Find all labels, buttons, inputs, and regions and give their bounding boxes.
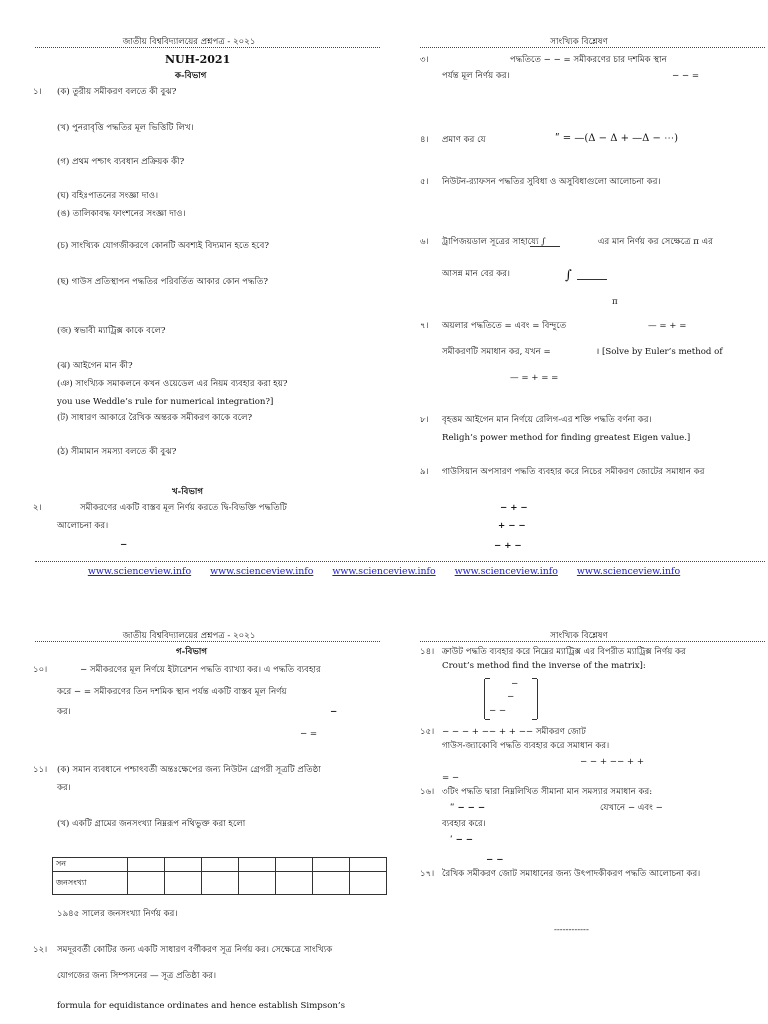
q7-line1a: অয়লার পদ্ধতিতে = এবং = বিন্দুতে bbox=[442, 321, 567, 331]
table-cell bbox=[239, 858, 276, 872]
q6-line1b: এর মান নির্ণয় কর সেক্ষেত্রে π এর bbox=[598, 237, 713, 247]
q1-item-ka: (ক) তুরীয় সমীকরণ বলতে কী বুঝ? bbox=[57, 87, 177, 97]
q10-line3: কর। bbox=[57, 707, 71, 717]
q15-line1: − − − + −− + + −− সমীকরণ জোট bbox=[442, 727, 586, 737]
q1-item-cha: (চ) সাংখ্যিক যোগজীকরণে কোনটি অবশ্যই বিদ্যমান হতে হবে? bbox=[57, 241, 269, 251]
q3-number: ৩। bbox=[420, 55, 429, 65]
q14-matrix bbox=[484, 679, 538, 719]
q10-tail-1: − bbox=[330, 707, 338, 717]
q1-item-ja: (জ) স্বভাবী ম্যাট্রিক্স কাকে বলে? bbox=[57, 326, 166, 336]
page1-right-divider bbox=[420, 47, 765, 48]
q8-line1: বৃহত্তম আইগেন মান নির্ণয়ে রেলিগ-এর শক্তি পদ্ধতি বর্ণনা কর। bbox=[442, 415, 652, 425]
q15-line3: − − + −− + + bbox=[580, 757, 645, 767]
q9-equation-1: − + − bbox=[500, 503, 528, 513]
page2-left-header: জাতীয় বিশ্ববিদ্যালয়ের প্রশ্নপত্র - ২০২১ bbox=[122, 631, 256, 641]
table-cell bbox=[313, 872, 350, 895]
footer-link-4[interactable]: www.scienceview.info bbox=[454, 566, 558, 577]
table-cell bbox=[350, 872, 387, 895]
q11-line2: কর। bbox=[57, 783, 71, 793]
q1-item-nya: (ঞ) সাংখ্যিক সমাকলনে কখন ওয়েডেল এর নিয়ম ব্যবহার করা হয়? bbox=[57, 379, 288, 389]
q2-number: ২। bbox=[33, 503, 42, 513]
footer-link-1[interactable]: www.scienceview.info bbox=[87, 566, 192, 577]
q11-after-table: ১৯৪৫ সালের জনসংখ্যা নির্ণয় কর। bbox=[57, 909, 178, 919]
table-header-population: জনসংখ্যা bbox=[53, 872, 128, 895]
q1-item-chha: (ছ) গাউস প্রতিস্থাপন পদ্ধতির পরিবর্তিত আকার কোন পদ্ধতি? bbox=[57, 277, 268, 287]
page1-left-divider bbox=[35, 47, 380, 48]
section-kha-heading: খ-বিভাগ bbox=[172, 487, 203, 497]
section-ga-heading: গ-বিভাগ bbox=[176, 647, 207, 657]
q7-line3: — = + = = bbox=[510, 373, 559, 383]
q16-line1: ৩টিং পদ্ধতি দ্বারা নিম্নলিখিত সীমানা মান সমস্যার সমাধান কর: bbox=[442, 787, 653, 797]
q2-formula-fragment: − bbox=[120, 540, 128, 550]
q10-line1: − সমীকরণের মূল নির্ণয়ে ইটারেশন পদ্ধতি ব্যাখ্যা কর। এ পদ্ধতি ব্যবহার bbox=[80, 665, 321, 675]
q9-number: ৯। bbox=[420, 467, 429, 477]
q1-item-ga: (গ) প্রথম পশ্চাৎ ব্যবধান প্রক্রিয়ক কী? bbox=[57, 157, 185, 167]
q11-part-kha: (খ) একটি গ্রামের জনসংখ্যা নিম্নরূপ নথিভুক্ত করা হলো bbox=[57, 819, 246, 829]
population-table bbox=[52, 857, 387, 895]
q16-line4: ʹ − − bbox=[450, 835, 473, 845]
q1-item-tha: (ঠ) সীমামান সমস্যা বলতে কী বুঝ? bbox=[57, 447, 177, 457]
q1-number: ১। bbox=[33, 87, 42, 97]
q14-matrix-row-3: − − bbox=[489, 706, 507, 716]
section-ka-heading: ক-বিভাগ bbox=[175, 71, 207, 81]
q11-line1: (ক) সমান ব্যবধানে পশ্চাৎবর্তী অন্তঃক্ষেপের জন্য নিউটন গ্রেগরী সূত্রটি প্রতিষ্ঠা bbox=[57, 765, 321, 775]
table-row-year bbox=[53, 858, 387, 872]
table-cell bbox=[350, 858, 387, 872]
q6-fraction-bar bbox=[530, 246, 560, 247]
q2-line2: আলোচনা কর। bbox=[57, 521, 109, 531]
q14-line2: Crout’s method find the inverse of the matrix]: bbox=[442, 661, 646, 671]
q7-line1b: — = + = bbox=[648, 321, 687, 331]
q1-item-jha: (ঝ) আইগেন মান কী? bbox=[57, 361, 133, 371]
q12-line1: সমদূরবর্তী কোটির জন্য একটি সাধারণ বর্গীকরণ সূত্র নির্ণয় কর। সেক্ষেত্রে সাংখ্যিক bbox=[57, 945, 333, 955]
page1-bottom-divider bbox=[35, 561, 765, 562]
q6-number: ৬। bbox=[420, 237, 429, 247]
table-cell bbox=[165, 872, 202, 895]
q11-number: ১১। bbox=[33, 765, 48, 775]
q6-line1a: ট্রাপিজয়ডাল সূত্রের সাহায্যে ∫ bbox=[442, 237, 546, 247]
page2-right-header: সাংখ্যিক বিশ্লেষণ bbox=[550, 631, 608, 641]
q6-integral-fraction-bar bbox=[577, 279, 607, 280]
q16-line3: ব্যবহার করে। bbox=[442, 819, 486, 829]
q16-line5: − − bbox=[486, 855, 504, 865]
table-cell bbox=[128, 872, 165, 895]
q7-line2a: সমীকরণটি সমাধান কর, যখন = bbox=[442, 347, 551, 357]
page1-left-header: জাতীয় বিশ্ববিদ্যালয়ের প্রশ্নপত্র - ২০২১ bbox=[122, 37, 256, 47]
footer-links bbox=[0, 566, 768, 577]
q1-item-nya-english: you use Weddle’s rule for numerical integration?] bbox=[57, 397, 274, 407]
q14-number: ১৪। bbox=[420, 647, 435, 657]
table-cell bbox=[276, 858, 313, 872]
q14-matrix-row-2: − bbox=[507, 692, 515, 702]
table-cell bbox=[202, 872, 239, 895]
q9-text: গাউসিয়ান অপসারণ পদ্ধতি ব্যবহার করে নিচের সমীকরণ জোটের সমাধান কর bbox=[442, 467, 705, 477]
q14-matrix-row-1: − bbox=[511, 679, 519, 689]
table-cell bbox=[202, 858, 239, 872]
q3-formula-tail: − − = bbox=[672, 71, 700, 81]
q6-pi-label: π bbox=[612, 297, 618, 307]
q10-tail-2: − = bbox=[300, 729, 318, 739]
q8-number: ৮। bbox=[420, 415, 429, 425]
q15-line4: = − bbox=[442, 773, 460, 783]
table-cell bbox=[239, 872, 276, 895]
q4-formula: ʺ = —(Δ − Δ + —Δ − ⋯) bbox=[555, 133, 679, 144]
table-header-year: সন bbox=[53, 858, 128, 872]
q14-line1: ক্রাউট পদ্ধতি ব্যবহার করে নিম্নের ম্যাট্রিক্স এর বিপরীত ম্যাট্রিক্স নির্ণয় কর bbox=[442, 647, 686, 657]
q12-line3: formula for equidistance ordinates and hence establish Simpson’s bbox=[57, 1001, 346, 1011]
table-row-population bbox=[53, 872, 387, 895]
table-cell bbox=[165, 858, 202, 872]
footer-link-5[interactable]: www.scienceview.info bbox=[576, 566, 681, 577]
q17-text: রৈখিক সমীকরণ জোট সমাধানের জন্য উৎপাদকীকরণ পদ্ধতি আলোচনা কর। bbox=[442, 869, 701, 879]
q8-line2: Religh’s power method for finding greatest Eigen value.] bbox=[442, 433, 691, 443]
q6-line2: আসন্ন মান বের কর। bbox=[442, 269, 511, 279]
q2-line1: সমীকরণের একটি বাস্তব মূল নির্ণয় করতে দ্বি-বিভক্তি পদ্ধতিটি bbox=[80, 503, 287, 513]
page2-right-divider bbox=[420, 641, 765, 642]
q12-line2: যোগজের জন্য সিম্পসনের — সূত্র প্রতিষ্ঠা কর। bbox=[57, 971, 217, 981]
q1-item-gha: (ঘ) বহিঃপাতনের সংজ্ঞা দাও। bbox=[57, 191, 159, 201]
page2-left-divider bbox=[35, 641, 380, 642]
q5-number: ৫। bbox=[420, 177, 429, 187]
q12-number: ১২। bbox=[33, 945, 48, 955]
q4-text: প্রমাণ কর যে bbox=[442, 135, 486, 145]
table-cell bbox=[276, 872, 313, 895]
exam-title: NUH-2021 bbox=[165, 53, 231, 66]
q16-number: ১৬। bbox=[420, 787, 435, 797]
q10-number: ১০। bbox=[33, 665, 48, 675]
q3-line1: পদ্ধতিতে − − = সমীকরণের চার দশমিক স্থান bbox=[510, 55, 667, 65]
q1-item-kha: (খ) পুনরাবৃত্তি পদ্ধতির মূল ভিত্তিটি লিখ। bbox=[57, 123, 194, 133]
q9-equation-2: + − − bbox=[498, 521, 526, 531]
q17-number: ১৭। bbox=[420, 869, 435, 879]
table-cell bbox=[128, 858, 165, 872]
footer-link-2[interactable]: www.scienceview.info bbox=[210, 566, 314, 577]
q1-item-ta: (ট) সাধারণ আকারে রৈখিক অন্তরক সমীকরণ কাকে বলে? bbox=[57, 413, 253, 423]
q6-integral-sign: ∫ bbox=[565, 268, 572, 283]
q15-number: ১৫। bbox=[420, 727, 435, 737]
q4-number: ৪। bbox=[420, 135, 429, 145]
table-cell bbox=[313, 858, 350, 872]
q10-line2: করে − = সমীকরণের তিন দশমিক স্থান পর্যন্ত একটি বাস্তব মূল নির্ণয় bbox=[57, 687, 287, 697]
q15-line2: গাউস-জ্যাকোবি পদ্ধতি ব্যবহার করে সমাধান কর। bbox=[442, 741, 610, 751]
q16-line2b: যেখানে − এবং − bbox=[600, 803, 663, 813]
page1-right-header: সাংখ্যিক বিশ্লেষণ bbox=[550, 37, 608, 47]
q16-line2a: ʺ − − − bbox=[450, 803, 486, 813]
q3-line2: পর্যন্ত মূল নির্ণয় কর। bbox=[442, 71, 510, 81]
q7-number: ৭। bbox=[420, 321, 429, 331]
q7-line2b: । [Solve by Euler’s method of bbox=[596, 347, 723, 357]
end-marker: ------------ bbox=[554, 925, 589, 935]
q9-equation-3: − + − bbox=[494, 541, 522, 551]
q1-item-uma: (ঙ) তালিকাবদ্ধ ফাংশনের সংজ্ঞা দাও। bbox=[57, 209, 186, 219]
footer-link-3[interactable]: www.scienceview.info bbox=[332, 566, 436, 577]
q5-text: নিউটন-র‍্যাফসন পদ্ধতির সুবিধা ও অসুবিধাগুলো আলোচনা কর। bbox=[442, 177, 661, 187]
